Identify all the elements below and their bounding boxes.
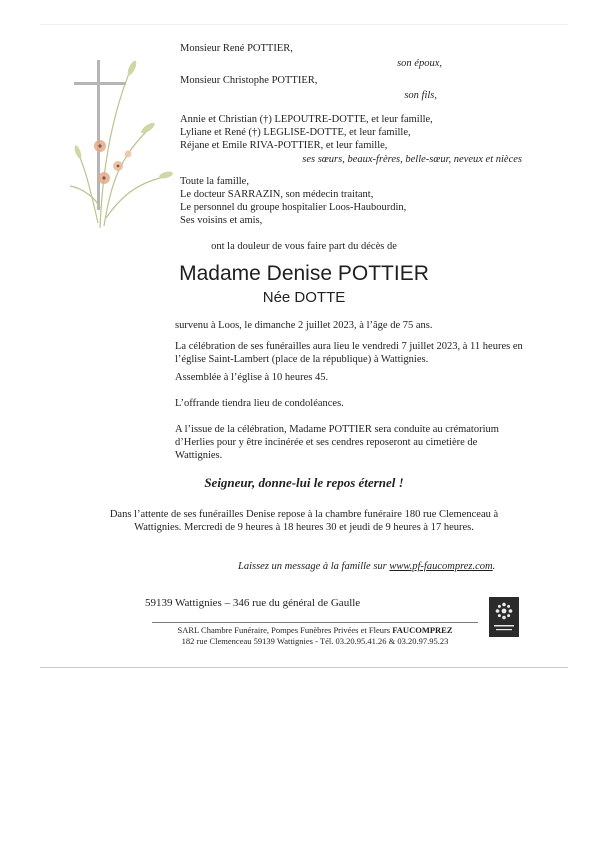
footer-brand: FAUCOMPREZ [392,625,453,635]
announcement: ont la douleur de vous faire part du décès de [211,241,397,252]
cross [74,60,126,210]
son-name: Monsieur Christophe POTTIER, [180,75,318,86]
funeral-home-logo-icon [489,597,519,637]
deceased-name: Madame Denise POTTIER [179,262,429,285]
sibling-line-1: Annie et Christian (†) LEPOUTRE-DOTTE, et leur famille, [180,114,433,125]
assembly-details: Assemblée à l’église à 10 heures 45. [175,372,329,383]
footer-company: SARL Chambre Funéraire, Pompes Funèbres Privées et Fleurs [177,625,393,635]
footer-line-2: 182 rue Clemenceau 59139 Wattignies - Tél. 03.20.95.41.26 & 03.20.97.95.23 [181,636,449,646]
sibling-line-2: Lyliane et René (†) LEGLISE-DOTTE, et leur famille, [180,127,411,138]
others-line-1: Toute la famille, [180,176,249,187]
son-role: son fils, [404,90,437,101]
others-line-2: Le docteur SARRAZIN, son médecin traitant, [180,189,374,200]
prayer: Seigneur, donne-lui le repos éternel ! [204,475,404,490]
viewing-details: Dans l’attente de ses funérailles Denise repose à la chambre funéraire 180 rue Clemenceau à Wattignies. Mercredi de 9 heures à 18 heures 30 et jeudi de 9 heures à 17 heures. [109,509,499,533]
bottom-rule [40,667,568,668]
siblings-role: ses sœurs, beaux-frères, belle-sœur, neveux et nièces [302,154,522,165]
husband-name: Monsieur René POTTIER, [180,43,293,54]
footer-line-1 [130,625,500,636]
funeral-home-address: 59139 Wattignies – 346 rue du général de Gaulle [145,597,361,609]
cremation-details: A l’issue de la célébration, Madame POTTIER sera conduite au crématorium d’Herlies pour y être incinérée et ses cendres reposeront au cimetière de Wattignies. [175,424,499,461]
death-details: survenu à Loos, le dimanche 2 juillet 2023, à l’âge de 75 ans. [175,320,433,331]
offering-details: L’offrande tiendra lieu de condoléances. [175,398,344,409]
others-line-4: Ses voisins et amis, [180,215,263,226]
footer-rule [152,622,478,623]
wheat-stems [70,66,168,228]
message-prefix: Laissez un message à la famille sur [238,561,390,572]
birth-name: Née DOTTE [262,289,346,306]
message-suffix: . [492,561,496,572]
top-rule [40,24,568,25]
rosette-emblem [489,597,519,637]
ceremony-details: La célébration de ses funérailles aura lieu le vendredi 7 juillet 2023, à 11 heures en l’église Saint-Lambert (place de la république) à Wattignies. [175,341,523,365]
sibling-line-3: Réjane et Emile RIVA-POTTIER, et leur famille, [180,140,388,151]
husband-role: son époux, [397,58,442,69]
message-line [238,560,495,573]
others-line-3: Le personnel du groupe hospitalier Loos-Haubourdin, [180,202,407,213]
cross-flowers-illustration [60,58,180,233]
website-link[interactable]: www.pf-faucomprez.com [389,561,493,572]
